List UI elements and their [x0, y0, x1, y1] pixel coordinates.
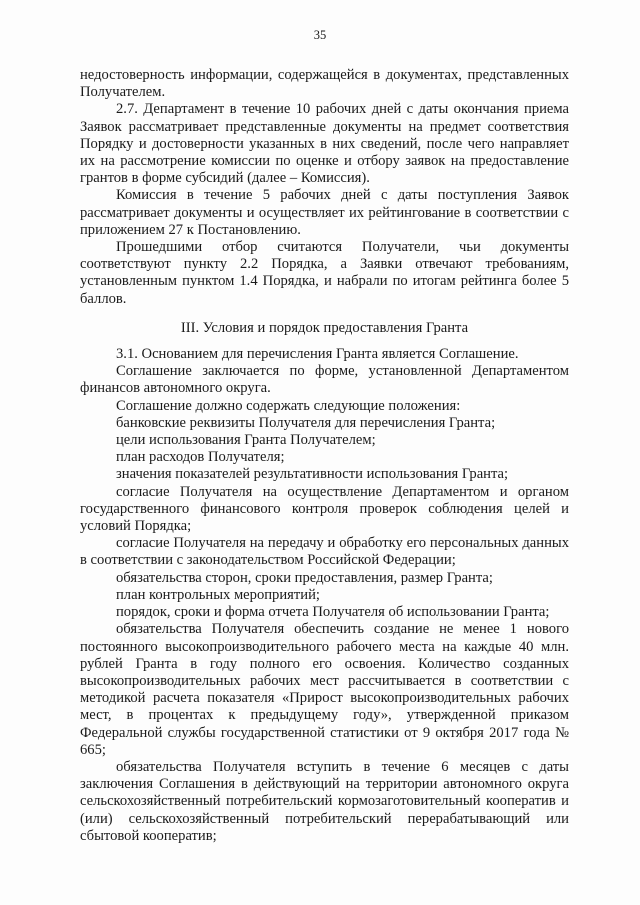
list-item: банковские реквизиты Получателя для перечисления Гранта; [116, 414, 496, 431]
list-item: обязательства Получателя вступить в течение 6 месяцев с даты заключения Соглашения в действующий на территории автономного округа сельскохозяйственный потребительский кормозаготовительный кооператив и (или) сельскохозяйственный потребительский перерабатывающий или сбытовой кооператив; [80, 758, 569, 844]
paragraph-3-1: 3.1. Основанием для перечисления Гранта является Соглашение. [116, 346, 519, 363]
page-number: 35 [313, 28, 327, 42]
list-item: значения показателей результативности использования Гранта; [116, 466, 509, 483]
section-heading-iii: III. Условия и порядок предоставления Гранта [180, 319, 469, 336]
paragraph-continuation: недостоверность информации, содержащейся в документах, представленных Получателем. [80, 67, 569, 101]
document-body [80, 67, 569, 845]
list-item: план контрольных мероприятий; [116, 586, 320, 603]
paragraph-agreement-contents: Соглашение должно содержать следующие положения: [116, 397, 461, 414]
paragraph-selection: Прошедшими отбор считаются Получатели, чьи документы соответствуют пункту 2.2 Порядка, а Заявки отвечают требованиям, установленным пунктом 1.4 Порядка, и набрали по итогам рейтинга более 5 баллов. [80, 239, 569, 307]
list-item: обязательства сторон, сроки предоставления, размер Гранта; [116, 569, 493, 586]
list-item: согласие Получателя на передачу и обработку его персональных данных в соответствии с законодательством Российской Федерации; [80, 535, 569, 569]
list-item: цели использования Гранта Получателем; [116, 432, 376, 449]
paragraph-commission: Комиссия в течение 5 рабочих дней с даты поступления Заявок рассматривает документы и осуществляет их рейтингование в соответствии с приложением 27 к Постановлению. [80, 187, 569, 238]
list-item: обязательства Получателя обеспечить создание не менее 1 нового постоянного высокопроизводительного рабочего места на каждые 40 млн. рублей Гранта в году полного его освоения. Количество созданных высокопроизводительных рабочих мест рассчитывается в соответствии с методикой расчета показателя «Прирост высокопроизводительных рабочих мест, в процентах к предыдущему году», утвержденной приказом Федеральной службы государственной статистики от 9 октября 2017 года № 665; [80, 621, 569, 758]
list-item: план расходов Получателя; [116, 449, 285, 466]
list-item: согласие Получателя на осуществление Департаментом и органом государственного финансового контроля проверок соблюдения целей и условий Порядка; [80, 483, 569, 535]
list-item: порядок, сроки и форма отчета Получателя об использовании Гранта; [116, 604, 550, 621]
paragraph-2-7: 2.7. Департамент в течение 10 рабочих дней с даты окончания приема Заявок рассматривает представленные документы на предмет соответствия Порядку и достоверности указанных в них сведений, после чего направляет их на рассмотрение комиссии по оценке и отбору заявок на предоставление грантов в форме субсидий (далее – Комиссия). [80, 101, 569, 187]
paragraph-agreement-form: Соглашение заключается по форме, установленной Департаментом финансов автономного округа. [80, 363, 569, 397]
